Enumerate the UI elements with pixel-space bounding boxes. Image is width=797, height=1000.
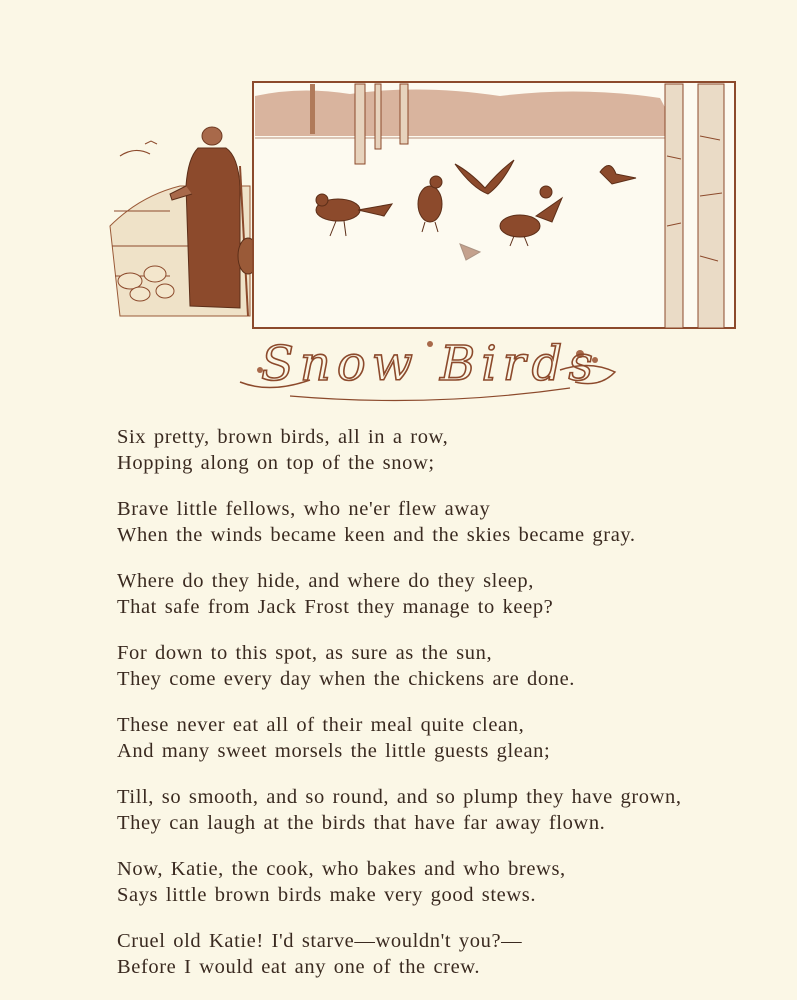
poem-line: Before I would eat any one of the crew. [117,956,481,978]
poem-line: Where do they hide, and where do they sleep, [117,570,534,592]
title-text: Snow Birds [261,336,599,392]
stanza [117,856,777,908]
poem-line: When the winds became keen and the skies became gray. [117,524,636,546]
poem-line: These never eat all of their meal quite clean, [117,714,525,736]
stanza [117,784,777,836]
bird-2 [418,186,442,222]
poem-line: Brave little fellows, who ne'er flew away [117,498,491,520]
poem-line: They can laugh at the birds that have far away flown. [117,812,606,834]
stanza [117,640,777,692]
snow-panel [253,82,735,328]
stanza [117,424,777,476]
poem-line: Till, so smooth, and so round, and so plump they have grown, [117,786,682,808]
poem-line: They come every day when the chickens are done. [117,668,576,690]
stanza [117,928,777,980]
poem-line: Now, Katie, the cook, who bakes and who brews, [117,858,566,880]
poem-line: Six pretty, brown birds, all in a row, [117,426,449,448]
woman-feeding-chickens-drawing [110,127,258,316]
poem-line: Hopping along on top of the snow; [117,452,435,474]
poem-line: Cruel old Katie! I'd starve—wouldn't you?— [117,930,523,952]
poem-line: Says little brown birds make very good stews. [117,884,537,906]
stanza [117,568,777,620]
poem-line: That safe from Jack Frost they manage to keep? [117,596,554,618]
bird-4 [500,215,540,237]
snow-scene-illustration [100,76,740,338]
poem-line: For down to this spot, as sure as the sun, [117,642,493,664]
poem [117,424,777,1000]
stanza [117,712,777,764]
poem-line: And many sweet morsels the little guests glean; [117,740,551,762]
stanza [117,496,777,548]
title-lettering [230,330,630,410]
